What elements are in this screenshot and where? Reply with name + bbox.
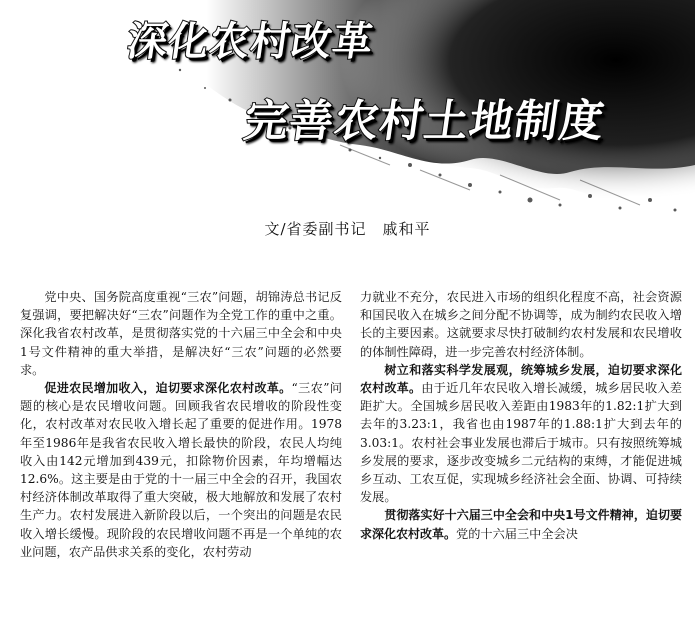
left-column (20, 288, 342, 561)
author-byline: 文/省委副书记 戚和平 (264, 220, 431, 238)
paragraph-income (20, 379, 342, 561)
paragraph-continued: 力就业不充分，农民进入市场的组织化程度不高，社会资源和国民收入在城乡之间分配不协调等，成为制约农民收入增长的主要因素。这就要求尽快打破制约农村发展和农民增收的体制性障碍，进一步完善农村经济体制。 (360, 290, 682, 359)
paragraph-body: 党的十六届三中全会决 (456, 526, 578, 541)
paragraph-development (360, 361, 682, 507)
paragraph-lead: 树立和落实科学发展观，统筹城乡发展，迫切要求深化农村改革。 (360, 362, 682, 396)
right-column (360, 288, 682, 543)
paragraph-body: “三农”问题的核心是农民增收问题。回顾我省农民增收的阶段性变化，农村改革对农民收入增长起了重要的促进作用。1978年至1986年是我省农民收入增长最快的阶段，农民人均纯收入由142元增加到439元，扣除物价因素，年均增幅达12.6%。这主要是由于党的十一届三中全会的召开，我国农村经济体制改革取得了重大突破，极大地解放和发展了农村生产力。农村发展进入新阶段以后，一个突出的问题是农民收入增长缓慢。现阶段的农民增收问题不再是一个单纯的农业问题，农产品供求关系的变化，农村劳动 (20, 381, 342, 559)
paragraph-lead: 促进农民增加收入，迫切要求深化农村改革。 (44, 381, 292, 396)
paragraph-lead: 贯彻落实好十六届三中全会和中央1号文件精神，迫切要求深化农村改革。 (360, 508, 682, 541)
paragraph-body: 由于近几年农民收入增长减缓，城乡居民收入差距扩大。全国城乡居民收入差距由1983年的1.82:1扩大到去年的3.23:1，我省也由1987年的1.88:1扩大到去年的3.03:1。农村社会事业发展也滞后于城市。只有按照统筹城乡发展的要求，逐步改变城乡二元结构的束缚，才能促进城乡互动、工农互促，实现城乡经济社会全面、协调、可持续发展。 (360, 381, 682, 505)
title-line-1: 深化农村改革 (124, 19, 377, 65)
header-banner (0, 0, 695, 215)
paragraph-implementation (360, 506, 682, 542)
paragraph-intro: 党中央、国务院高度重视“三农”问题，胡锦涛总书记反复强调，要把解决好“三农”问题作为全党工作的重中之重。深化我省农村改革，是贯彻落实党的十六届三中全会和中央1号文件精神的重大举措，是解决好“三农”问题的必然要求。 (20, 290, 342, 377)
title-line-2: 完善农村土地制度 (240, 96, 608, 147)
